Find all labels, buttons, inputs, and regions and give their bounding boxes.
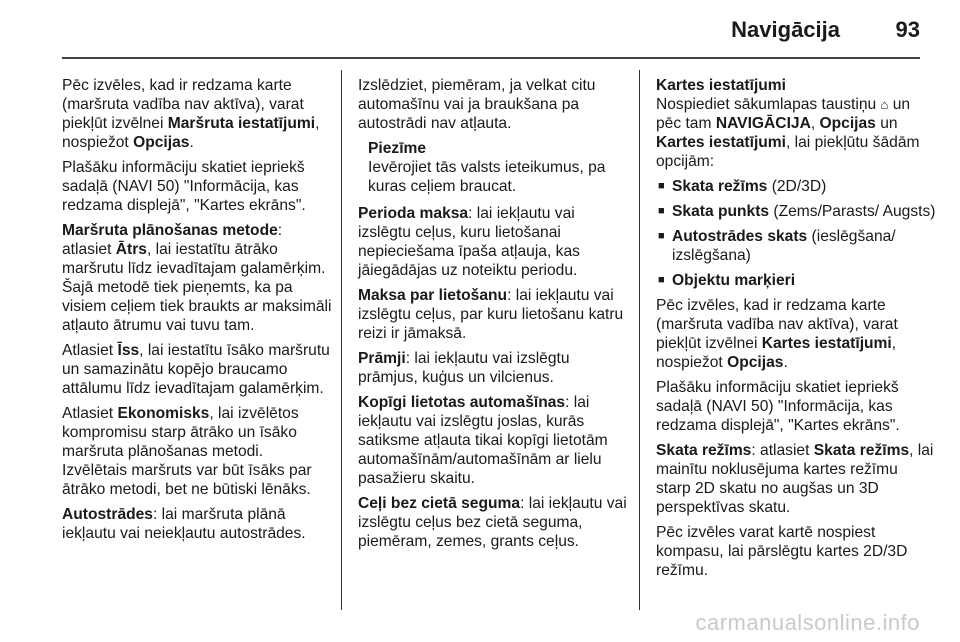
paragraph: Pēc izvēles, kad ir redzama karte (maršruta vadība nav aktīva), varat piekļūt izvēlnei Kartes iestatījumi, nospiežot Opcijas. [656,297,898,371]
paragraph: Maksa par lietošanu: lai iekļautu vai izslēgtu ceļus, par kuru lietošanu katru reizi ir jāmaksā. [358,287,624,342]
page-header [0,0,960,62]
list-item: ■ Objektu marķieri [656,271,936,290]
list-item: ■ Skata punkts (Zems/Parasts/ Augsts) [656,202,936,221]
paragraph: Prāmji: lai iekļautu vai izslēgtu prāmjus, kuģus un vilcienus. [358,350,570,386]
paragraph: Atlasiet Ekonomisks, lai izvēlētos kompromisu starp ātrāko un īsāko maršruta plānošanas metodi. Izvēlētais maršruts var būt īsāks par ātrāko metodi, bet ne būtiski lēnāks. [62,405,312,498]
column-divider-2 [639,70,640,610]
home-icon: ⌂ [880,97,889,112]
note-title: Piezīme [368,140,427,157]
paragraph: Skata režīms: atlasiet Skata režīms, lai mainītu noklusējuma kartes režīmu starp 2D skatu no augšas un 3D perspektīvas skatu. [656,442,934,516]
paragraph: Nospiediet sākumlapas taustiņu ⌂ un pēc tam NAVIGĀCIJA, Opcijas un Kartes iestatījumi, lai piekļūtu šādām opcijām: [656,96,920,170]
paragraph: Perioda maksa: lai iekļautu vai izslēgtu ceļus, kuru lietošanai nepieciešama īpaša atļauja, kas jāiegādājas uz noteiktu periodu. [358,205,580,279]
list-item: ■ Autostrādes skats (ieslēgšana/ izslēgšana) [656,227,936,265]
options-list [656,177,936,290]
column-3 [656,76,936,586]
paragraph: Pēc izvēles varat kartē nospiest kompasu, lai pārslēgtu kartes 2D/3D režīmu. [656,524,908,579]
paragraph: Ceļi bez cietā seguma: lai iekļautu vai izslēgtu ceļus bez cietā seguma, piemēram, zemes, grants ceļus. [358,495,627,550]
paragraph: Plašāku informāciju skatiet iepriekš sadaļā (NAVI 50) "Informācija, kas redzama displejā", "Kartes ekrāns". [62,159,306,214]
paragraph: Pēc izvēles, kad ir redzama karte (maršruta vadība nav aktīva), varat piekļūt izvēlnei Maršruta iestatījumi, nospiežot Opcijas. [62,77,320,151]
paragraph: Autostrādes: lai maršruta plānā iekļautu vai neiekļautu autostrādes. [62,506,306,542]
note-text: Ievērojiet tās valsts ieteikumus, pa kuras ceļiem braucat. [368,159,606,195]
list-item: ■ Skata režīms (2D/3D) [656,177,936,196]
header-divider [62,57,920,59]
paragraph: Plašāku informāciju skatiet iepriekš sadaļā (NAVI 50) "Informācija, kas redzama displejā", "Kartes ekrāns". [656,379,900,434]
paragraph: Atlasiet Īss, lai iestatītu īsāko maršrutu un samazinātu kopējo braucamo attālumu līdz ievadītajam galamērķim. [62,342,330,397]
column-divider-1 [341,70,342,610]
paragraph: Maršruta plānošanas metode: atlasiet Ātrs, lai iestatītu ātrāko maršrutu līdz ievadītajam galamērķim. Šajā metodē tiek pieņemts, ka pa visiem ceļiem tiek braukts ar maksimāli atļauto ātrumu vai tuvu tam. [62,222,332,334]
note-box [358,139,630,196]
paragraph: Izslēdziet, piemēram, ja velkat citu automašīnu vai ja braukšana pa autostrādi nav atļauta. [358,77,596,132]
column-1 [62,76,334,549]
section-title: Kartes iestatījumi [656,77,786,94]
watermark: carmanualsonline.info [695,610,920,635]
column-2 [358,76,630,557]
paragraph: Kopīgi lietotas automašīnas: lai iekļautu vai izslēgtu joslas, kurās satiksme atļauta tikai kopīgi lietotām automašīnām/automašīnām ar lielu pasažieru skaitu. [358,394,608,487]
page-title: Navigācija [731,17,840,42]
page-number: 93 [895,17,920,42]
